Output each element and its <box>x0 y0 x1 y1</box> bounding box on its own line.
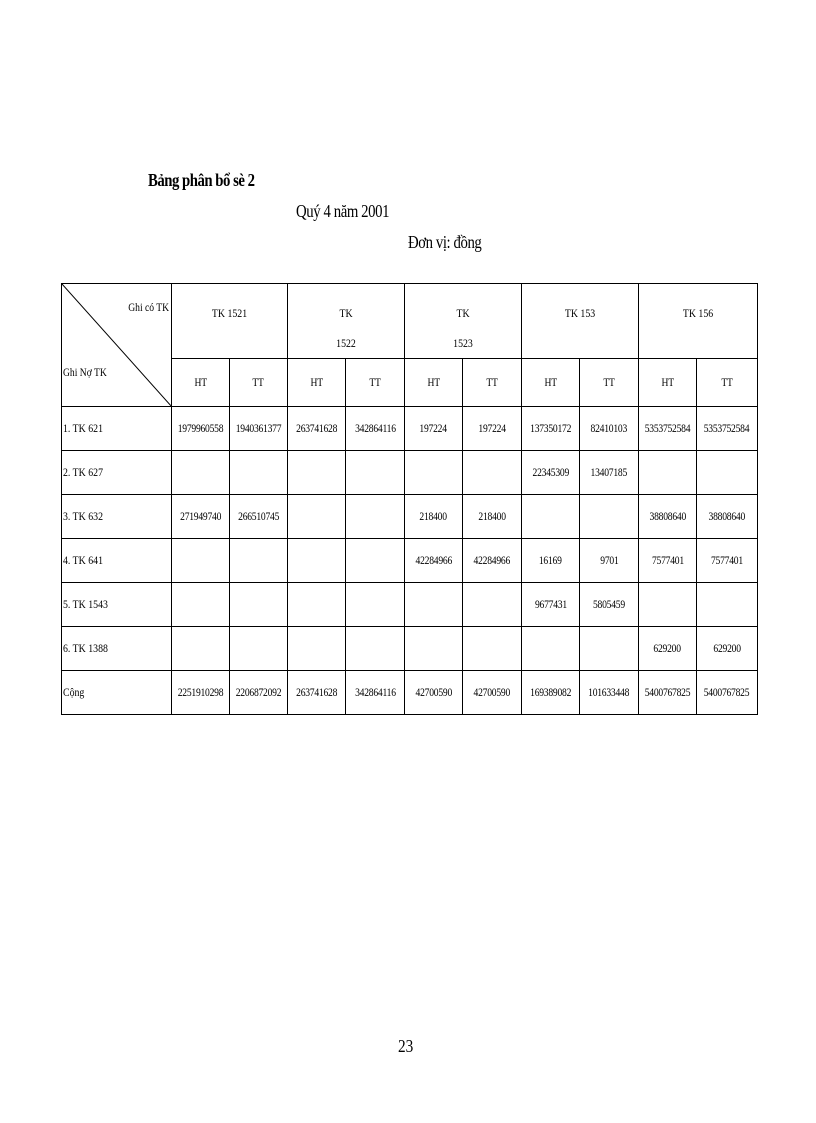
value-cell: 38808640 <box>639 495 697 539</box>
row-label: 4. TK 641 <box>62 539 172 583</box>
value-cell <box>230 583 288 627</box>
value-cell <box>405 451 463 495</box>
value-cell <box>463 583 522 627</box>
row-label: Cộng <box>62 671 172 715</box>
value-cell <box>697 583 758 627</box>
value-cell <box>288 495 346 539</box>
group-header-tk1521: TK 1521 <box>172 284 288 359</box>
table-row <box>62 451 758 495</box>
value-cell: 263741628 <box>288 407 346 451</box>
value-cell: 5353752584 <box>697 407 758 451</box>
value-cell: 16169 <box>522 539 580 583</box>
group-header-tk153: TK 153 <box>522 284 639 359</box>
value-cell <box>346 627 405 671</box>
value-cell: 42284966 <box>405 539 463 583</box>
subheader-cell: TT <box>580 359 639 407</box>
value-cell: 101633448 <box>580 671 639 715</box>
value-cell <box>346 583 405 627</box>
value-cell <box>346 539 405 583</box>
value-cell <box>405 627 463 671</box>
value-cell <box>230 539 288 583</box>
value-cell: 342864116 <box>346 671 405 715</box>
value-cell <box>230 627 288 671</box>
value-cell: 7577401 <box>639 539 697 583</box>
value-cell <box>580 495 639 539</box>
value-cell: 42700590 <box>405 671 463 715</box>
value-cell: 629200 <box>697 627 758 671</box>
subheader-cell: HT <box>405 359 463 407</box>
value-cell <box>522 627 580 671</box>
table-body <box>62 407 758 715</box>
document-title: Bảng phân bổ sè 2 <box>148 170 255 190</box>
group-header-tk156: TK 156 <box>639 284 758 359</box>
group-header-tk1522: TK 1522 <box>288 284 405 359</box>
group-header-tk1523: TK 1523 <box>405 284 522 359</box>
value-cell <box>346 451 405 495</box>
value-cell <box>288 583 346 627</box>
subheader-cell: TT <box>230 359 288 407</box>
value-cell: 5353752584 <box>639 407 697 451</box>
table-row <box>62 627 758 671</box>
value-cell <box>230 451 288 495</box>
value-cell <box>697 451 758 495</box>
table-row <box>62 583 758 627</box>
credit-account-label: Ghi có TK <box>128 300 169 314</box>
corner-header <box>62 284 172 407</box>
subheader-cell: HT <box>172 359 230 407</box>
table-row <box>62 539 758 583</box>
table-row <box>62 407 758 451</box>
value-cell: 342864116 <box>346 407 405 451</box>
allocation-table <box>61 283 758 715</box>
value-cell: 82410103 <box>580 407 639 451</box>
value-cell <box>172 539 230 583</box>
value-cell <box>639 583 697 627</box>
currency-unit: Đơn vị: đồng <box>408 232 482 252</box>
value-cell: 42700590 <box>463 671 522 715</box>
subheader-cell: HT <box>288 359 346 407</box>
value-cell: 22345309 <box>522 451 580 495</box>
value-cell <box>288 627 346 671</box>
value-cell: 169389082 <box>522 671 580 715</box>
value-cell: 42284966 <box>463 539 522 583</box>
value-cell: 38808640 <box>697 495 758 539</box>
value-cell <box>172 583 230 627</box>
table-row <box>62 671 758 715</box>
value-cell: 9701 <box>580 539 639 583</box>
value-cell: 13407185 <box>580 451 639 495</box>
subheader-cell: TT <box>697 359 758 407</box>
value-cell: 5400767825 <box>697 671 758 715</box>
value-cell: 137350172 <box>522 407 580 451</box>
value-cell <box>522 495 580 539</box>
value-cell <box>463 627 522 671</box>
value-cell <box>639 451 697 495</box>
value-cell: 629200 <box>639 627 697 671</box>
subheader-cell: HT <box>639 359 697 407</box>
subheader-cell: TT <box>463 359 522 407</box>
document-subtitle: Quý 4 năm 2001 <box>296 201 390 221</box>
value-cell: 1979960558 <box>172 407 230 451</box>
group-header-row <box>62 284 758 359</box>
value-cell: 9677431 <box>522 583 580 627</box>
value-cell: 197224 <box>405 407 463 451</box>
value-cell <box>346 495 405 539</box>
value-cell: 5805459 <box>580 583 639 627</box>
value-cell <box>580 627 639 671</box>
value-cell <box>172 627 230 671</box>
value-cell <box>172 451 230 495</box>
value-cell: 7577401 <box>697 539 758 583</box>
row-label: 5. TK 1543 <box>62 583 172 627</box>
row-label: 1. TK 621 <box>62 407 172 451</box>
table-row <box>62 495 758 539</box>
value-cell <box>288 451 346 495</box>
value-cell <box>405 583 463 627</box>
subheader-cell: TT <box>346 359 405 407</box>
subheader-cell: HT <box>522 359 580 407</box>
value-cell: 1940361377 <box>230 407 288 451</box>
row-label: 3. TK 632 <box>62 495 172 539</box>
value-cell: 218400 <box>405 495 463 539</box>
value-cell: 263741628 <box>288 671 346 715</box>
value-cell: 271949740 <box>172 495 230 539</box>
debit-account-label: Ghi Nợ TK <box>63 365 107 379</box>
value-cell <box>463 451 522 495</box>
value-cell: 2251910298 <box>172 671 230 715</box>
page-number: 23 <box>398 1036 414 1056</box>
value-cell <box>288 539 346 583</box>
row-label: 6. TK 1388 <box>62 627 172 671</box>
value-cell: 5400767825 <box>639 671 697 715</box>
value-cell: 266510745 <box>230 495 288 539</box>
value-cell: 2206872092 <box>230 671 288 715</box>
value-cell: 218400 <box>463 495 522 539</box>
row-label: 2. TK 627 <box>62 451 172 495</box>
value-cell: 197224 <box>463 407 522 451</box>
